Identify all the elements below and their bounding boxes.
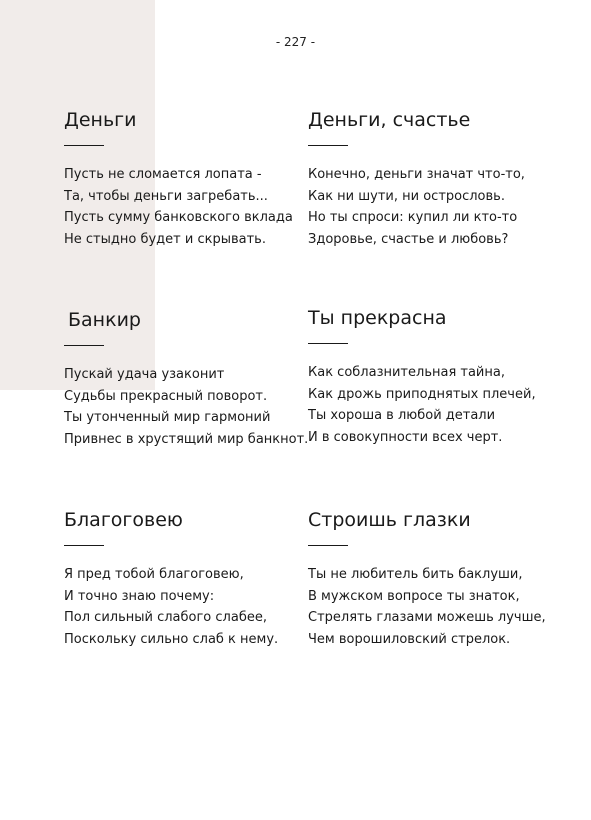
- poem-verse: [308, 164, 558, 251]
- verse-line: Ты не любитель бить баклуши,: [308, 567, 523, 582]
- poem-ty-prekrasna: [308, 305, 558, 449]
- verse-line: И точно знаю почему:: [64, 588, 215, 604]
- poem-verse: [64, 364, 314, 451]
- poem-verse: [64, 164, 314, 251]
- verse-line: Ты утонченный мир гармоний: [64, 410, 271, 426]
- poem-title: Ты прекрасна: [308, 307, 447, 329]
- verse-line: Пусть сумму банковского вклада: [64, 210, 293, 226]
- verse-line: Стрелять глазами можешь лучше,: [308, 610, 546, 626]
- verse-line: Как соблазнительная тайна,: [308, 365, 505, 380]
- verse-line: Но ты спроси: купил ли кто-то: [308, 210, 518, 226]
- verse-line: Здоровье, счастье и любовь?: [308, 232, 509, 248]
- title-divider: [64, 545, 104, 546]
- title-divider: [64, 145, 104, 146]
- poem-dengi-schastye: [308, 107, 558, 251]
- verse-line: Не стыдно будет и скрывать.: [64, 232, 266, 248]
- poem-dengi: [64, 107, 314, 251]
- title-divider: [308, 545, 348, 546]
- poem-stroish-glazki: [308, 507, 558, 651]
- poem-title: Деньги, счастье: [308, 109, 471, 131]
- poem-title: Деньги: [64, 109, 137, 131]
- verse-line: Конечно, деньги значат что-то,: [308, 167, 525, 182]
- poem-verse: [64, 564, 314, 651]
- verse-line: Как ни шути, ни острословь.: [308, 188, 505, 204]
- poem-blagogoveyu: [64, 507, 314, 651]
- poem-title: Строишь глазки: [308, 509, 471, 531]
- verse-line: Та, чтобы деньги загребать...: [64, 188, 268, 204]
- poem-title: Банкир: [68, 309, 141, 331]
- verse-line: Ты хороша в любой детали: [308, 408, 496, 424]
- title-divider: [308, 145, 348, 146]
- title-divider: [64, 345, 104, 346]
- poem-verse: [308, 362, 558, 449]
- poem-bankir: [64, 307, 314, 451]
- verse-line: В мужском вопросе ты знаток,: [308, 588, 520, 604]
- verse-line: И в совокупности всех черт.: [308, 430, 503, 446]
- verse-line: Поскольку сильно слаб к нему.: [64, 632, 279, 648]
- poem-title: Благоговею: [64, 509, 183, 531]
- verse-line: Пускай удача узаконит: [64, 367, 225, 382]
- poem-verse: [308, 564, 558, 651]
- title-divider: [308, 343, 348, 344]
- verse-line: Чем ворошиловский стрелок.: [308, 632, 511, 648]
- page-number: - 227 -: [275, 35, 316, 49]
- verse-line: Пол сильный слабого слабее,: [64, 610, 267, 626]
- verse-line: Я пред тобой благоговею,: [64, 567, 244, 582]
- verse-line: Пусть не сломается лопата -: [64, 167, 262, 182]
- verse-line: Как дрожь приподнятых плечей,: [308, 386, 536, 402]
- verse-line: Судьбы прекрасный поворот.: [64, 388, 268, 404]
- verse-line: Привнес в хрустящий мир банкнот.: [64, 432, 309, 448]
